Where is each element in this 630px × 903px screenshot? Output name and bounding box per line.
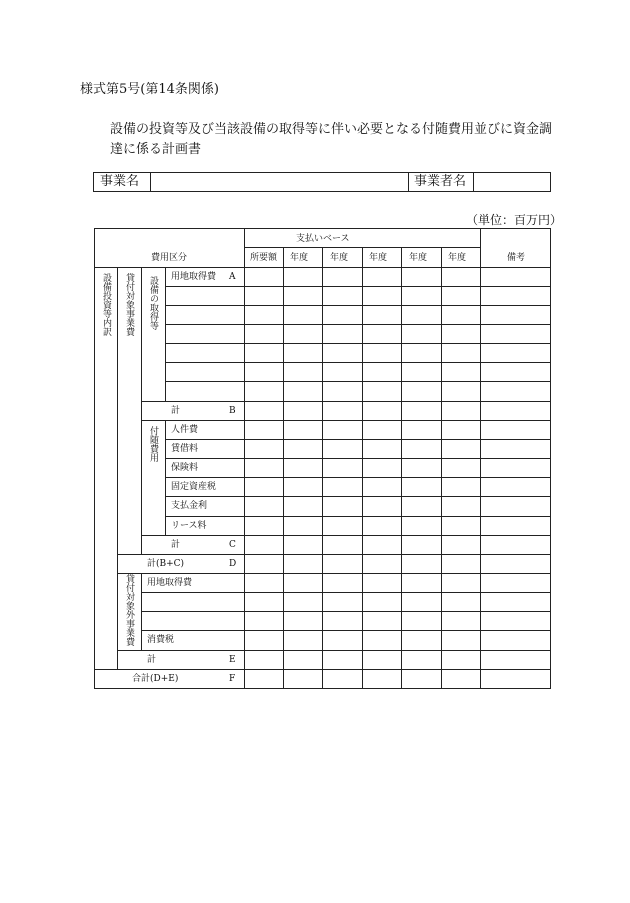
incidental-item-insurance: 保険料 <box>171 463 199 473</box>
mark-b: B <box>229 406 236 416</box>
mark-f: F <box>229 674 236 684</box>
document-title-line1: 設備の投資等及び当該設備の取得等に伴い必要となる付随費用並びに資金調 <box>110 122 553 137</box>
consumption-tax-label: 消費税 <box>147 635 175 645</box>
acquisition-label: 設備の取得等 <box>148 276 158 330</box>
incidental-item-rent: 賃借料 <box>171 444 199 454</box>
subtotal-e-label: 計 <box>147 655 157 665</box>
incidental-item-interest: 支払金利 <box>171 501 208 511</box>
subtotal-c-label: 計 <box>171 540 181 550</box>
year-header-1: 年度 <box>290 253 309 263</box>
year-header-4: 年度 <box>409 253 428 263</box>
mark-d: D <box>229 559 237 569</box>
incidental-item-lease: リース料 <box>171 521 207 531</box>
non-target-label: 貸付対象外事業費 <box>124 574 134 646</box>
cost-category-header: 費用区分 <box>151 253 188 263</box>
total-bc-label: 計(B+C) <box>147 559 185 569</box>
incidental-item-property-tax: 固定資産税 <box>171 482 217 492</box>
year-header-5: 年度 <box>448 253 467 263</box>
project-name-label: 事業名 <box>94 173 151 191</box>
required-amount-header: 所要額 <box>250 253 278 263</box>
payment-basis-header: 支払いベース <box>296 234 350 244</box>
operator-name-label: 事業者名 <box>409 173 474 191</box>
mark-a: A <box>229 272 236 282</box>
year-header-3: 年度 <box>369 253 388 263</box>
document-title-line2: 達に係る計画書 <box>110 142 202 157</box>
form-number: 様式第5号(第14条関係) <box>80 82 219 97</box>
unit-label: （単位：百万円） <box>466 213 563 227</box>
loan-target-label: 貸付対象事業費 <box>124 273 134 336</box>
grand-total-label: 合計(D+E) <box>132 674 179 684</box>
breakdown-label: 設備投資等内訳 <box>101 273 111 336</box>
mark-c: C <box>229 540 236 550</box>
incidental-item-personnel: 人件費 <box>171 425 199 435</box>
land-acquisition-label: 用地取得費 <box>147 578 193 588</box>
incidental-label: 付随費用 <box>148 426 158 462</box>
mark-e: E <box>229 655 236 665</box>
land-acquisition-a-label: 用地取得費 <box>171 272 217 282</box>
subtotal-b-label: 計 <box>171 406 181 416</box>
remarks-header: 備考 <box>507 253 526 263</box>
year-header-2: 年度 <box>330 253 349 263</box>
